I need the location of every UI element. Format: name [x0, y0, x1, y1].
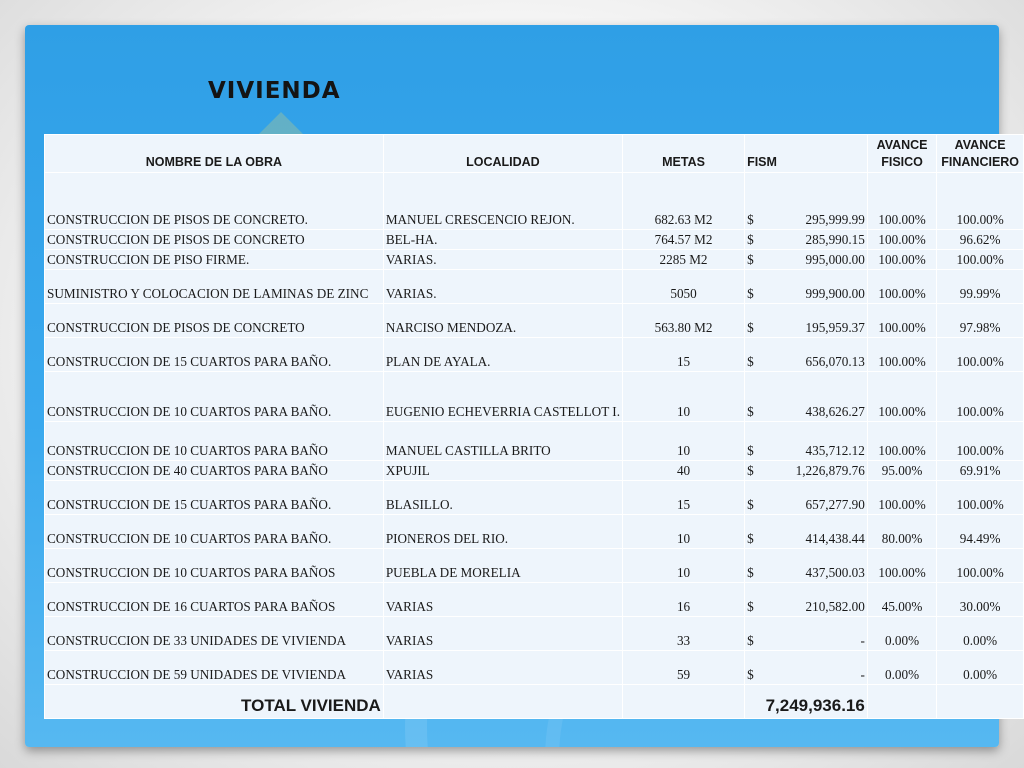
- cell-name: CONSTRUCCION DE 10 CUARTOS PARA BAÑO: [45, 422, 384, 461]
- table-row: [45, 270, 1024, 304]
- cell-fism: [745, 583, 868, 617]
- cell-goals: 5050: [623, 270, 745, 304]
- fism-amount: 285,990.15: [805, 232, 865, 247]
- cell-physical-progress: 100.00%: [867, 173, 936, 230]
- cell-fism: [745, 230, 868, 250]
- table-row: [45, 515, 1024, 549]
- cell-name: CONSTRUCCION DE 10 CUARTOS PARA BAÑO.: [45, 515, 384, 549]
- cell-goals: 682.63 M2: [623, 173, 745, 230]
- total-empty-cell: [867, 685, 936, 719]
- cell-locality: VARIAS: [383, 651, 622, 685]
- fism-amount: 657,277.90: [805, 497, 865, 512]
- cell-physical-progress: 100.00%: [867, 250, 936, 270]
- cell-name: CONSTRUCCION DE PISOS DE CONCRETO.: [45, 173, 384, 230]
- cell-financial-progress: 96.62%: [937, 230, 1024, 250]
- cell-financial-progress: 94.49%: [937, 515, 1024, 549]
- table-row: [45, 651, 1024, 685]
- cell-financial-progress: 100.00%: [937, 338, 1024, 372]
- total-fism: 7,249,936.16: [745, 685, 868, 719]
- currency-symbol: $: [747, 232, 754, 247]
- header-financial-line1: AVANCE: [954, 138, 1006, 152]
- cell-name: CONSTRUCCION DE 16 CUARTOS PARA BAÑOS: [45, 583, 384, 617]
- header-physical-line2: FISICO: [881, 155, 923, 169]
- cell-locality: VARIAS: [383, 583, 622, 617]
- table-row: [45, 481, 1024, 515]
- cell-financial-progress: 0.00%: [937, 651, 1024, 685]
- cell-physical-progress: 0.00%: [867, 651, 936, 685]
- cell-goals: 10: [623, 515, 745, 549]
- header-locality: LOCALIDAD: [383, 135, 622, 173]
- cell-fism: [745, 617, 868, 651]
- currency-symbol: $: [747, 463, 754, 478]
- cell-locality: PIONEROS DEL RIO.: [383, 515, 622, 549]
- total-label: TOTAL VIVIENDA: [45, 685, 384, 719]
- cell-physical-progress: 100.00%: [867, 422, 936, 461]
- header-financial-progress: [937, 135, 1024, 173]
- header-fism: FISM: [745, 135, 868, 173]
- cell-name: CONSTRUCCION DE 15 CUARTOS PARA BAÑO.: [45, 481, 384, 515]
- cell-name: CONSTRUCCION DE 10 CUARTOS PARA BAÑO.: [45, 372, 384, 422]
- cell-financial-progress: 100.00%: [937, 250, 1024, 270]
- cell-name: CONSTRUCCION DE PISO FIRME.: [45, 250, 384, 270]
- fism-amount: 437,500.03: [805, 565, 865, 580]
- currency-symbol: $: [747, 599, 754, 614]
- cell-goals: 10: [623, 422, 745, 461]
- cell-goals: 33: [623, 617, 745, 651]
- cell-financial-progress: 97.98%: [937, 304, 1024, 338]
- total-row: [45, 685, 1024, 719]
- cell-locality: PLAN DE AYALA.: [383, 338, 622, 372]
- cell-fism: [745, 549, 868, 583]
- currency-symbol: $: [747, 667, 754, 682]
- currency-symbol: $: [747, 212, 754, 227]
- fism-amount: 435,712.12: [805, 443, 865, 458]
- fism-amount: 999,900.00: [805, 286, 865, 301]
- fism-amount: 1,226,879.76: [795, 463, 865, 478]
- cell-goals: 59: [623, 651, 745, 685]
- header-physical-line1: AVANCE: [876, 138, 928, 152]
- works-table: [44, 134, 1024, 719]
- cell-name: CONSTRUCCION DE 40 CUARTOS PARA BAÑO: [45, 461, 384, 481]
- cell-physical-progress: 0.00%: [867, 617, 936, 651]
- cell-locality: XPUJIL: [383, 461, 622, 481]
- fism-amount: 995,000.00: [805, 252, 865, 267]
- total-empty-cell: [383, 685, 622, 719]
- currency-symbol: $: [747, 286, 754, 301]
- header-name: NOMBRE DE LA OBRA: [45, 135, 384, 173]
- cell-locality: PUEBLA DE MORELIA: [383, 549, 622, 583]
- cell-goals: 16: [623, 583, 745, 617]
- cell-fism: [745, 481, 868, 515]
- cell-locality: NARCISO MENDOZA.: [383, 304, 622, 338]
- cell-financial-progress: 100.00%: [937, 422, 1024, 461]
- table-row: [45, 422, 1024, 461]
- cell-goals: 15: [623, 338, 745, 372]
- cell-fism: [745, 250, 868, 270]
- cell-locality: VARIAS.: [383, 250, 622, 270]
- table-row: [45, 549, 1024, 583]
- slide-title: VIVIENDA: [208, 78, 341, 104]
- table-row: [45, 372, 1024, 422]
- table-row: [45, 583, 1024, 617]
- cell-goals: 15: [623, 481, 745, 515]
- cell-financial-progress: 0.00%: [937, 617, 1024, 651]
- cell-financial-progress: 100.00%: [937, 173, 1024, 230]
- cell-fism: [745, 372, 868, 422]
- cell-locality: BEL-HA.: [383, 230, 622, 250]
- cell-name: CONSTRUCCION DE PISOS DE CONCRETO: [45, 304, 384, 338]
- cell-fism: [745, 422, 868, 461]
- currency-symbol: $: [747, 354, 754, 369]
- cell-financial-progress: 100.00%: [937, 481, 1024, 515]
- total-empty-cell: [623, 685, 745, 719]
- cell-goals: 10: [623, 372, 745, 422]
- cell-financial-progress: 30.00%: [937, 583, 1024, 617]
- fism-amount: 438,626.27: [805, 404, 865, 419]
- cell-financial-progress: 100.00%: [937, 549, 1024, 583]
- cell-physical-progress: 100.00%: [867, 270, 936, 304]
- table-row: [45, 617, 1024, 651]
- cell-name: CONSTRUCCION DE 15 CUARTOS PARA BAÑO.: [45, 338, 384, 372]
- cell-fism: [745, 304, 868, 338]
- cell-locality: BLASILLO.: [383, 481, 622, 515]
- table-row: [45, 461, 1024, 481]
- cell-physical-progress: 95.00%: [867, 461, 936, 481]
- cell-fism: [745, 338, 868, 372]
- cell-physical-progress: 100.00%: [867, 338, 936, 372]
- table-header-row: [45, 135, 1024, 173]
- cell-physical-progress: 100.00%: [867, 230, 936, 250]
- fism-amount: 656,070.13: [805, 354, 865, 369]
- header-financial-line2: FINANCIERO: [941, 155, 1020, 169]
- fism-amount: 295,999.99: [805, 212, 865, 227]
- header-goals: METAS: [623, 135, 745, 173]
- currency-symbol: $: [747, 320, 754, 335]
- table-row: [45, 338, 1024, 372]
- fism-amount: -: [860, 633, 865, 648]
- cell-locality: EUGENIO ECHEVERRIA CASTELLOT I.: [383, 372, 622, 422]
- header-physical-progress: [867, 135, 936, 173]
- cell-locality: MANUEL CRESCENCIO REJON.: [383, 173, 622, 230]
- cell-name: CONSTRUCCION DE 59 UNIDADES DE VIVIENDA: [45, 651, 384, 685]
- table-row: [45, 230, 1024, 250]
- cell-fism: [745, 173, 868, 230]
- currency-symbol: $: [747, 565, 754, 580]
- cell-fism: [745, 461, 868, 481]
- cell-goals: 40: [623, 461, 745, 481]
- cell-locality: VARIAS.: [383, 270, 622, 304]
- currency-symbol: $: [747, 497, 754, 512]
- table-row: [45, 304, 1024, 338]
- cell-name: SUMINISTRO Y COLOCACION DE LAMINAS DE ZINC: [45, 270, 384, 304]
- cell-locality: VARIAS: [383, 617, 622, 651]
- cell-goals: 764.57 M2: [623, 230, 745, 250]
- cell-physical-progress: 45.00%: [867, 583, 936, 617]
- cell-goals: 2285 M2: [623, 250, 745, 270]
- cell-goals: 563.80 M2: [623, 304, 745, 338]
- currency-symbol: $: [747, 443, 754, 458]
- fism-amount: 210,582.00: [805, 599, 865, 614]
- cell-physical-progress: 100.00%: [867, 372, 936, 422]
- currency-symbol: $: [747, 252, 754, 267]
- cell-financial-progress: 100.00%: [937, 372, 1024, 422]
- total-empty-cell: [937, 685, 1024, 719]
- cell-name: CONSTRUCCION DE 10 CUARTOS PARA BAÑOS: [45, 549, 384, 583]
- cell-fism: [745, 651, 868, 685]
- cell-financial-progress: 69.91%: [937, 461, 1024, 481]
- cell-physical-progress: 100.00%: [867, 549, 936, 583]
- fism-amount: 414,438.44: [805, 531, 865, 546]
- cell-name: CONSTRUCCION DE PISOS DE CONCRETO: [45, 230, 384, 250]
- cell-physical-progress: 80.00%: [867, 515, 936, 549]
- cell-fism: [745, 270, 868, 304]
- cell-financial-progress: 99.99%: [937, 270, 1024, 304]
- cell-physical-progress: 100.00%: [867, 304, 936, 338]
- currency-symbol: $: [747, 531, 754, 546]
- currency-symbol: $: [747, 633, 754, 648]
- fism-amount: -: [860, 667, 865, 682]
- table-row: [45, 250, 1024, 270]
- currency-symbol: $: [747, 404, 754, 419]
- cell-locality: MANUEL CASTILLA BRITO: [383, 422, 622, 461]
- cell-physical-progress: 100.00%: [867, 481, 936, 515]
- fism-amount: 195,959.37: [805, 320, 865, 335]
- cell-goals: 10: [623, 549, 745, 583]
- table-row: [45, 173, 1024, 230]
- cell-fism: [745, 515, 868, 549]
- cell-name: CONSTRUCCION DE 33 UNIDADES DE VIVIENDA: [45, 617, 384, 651]
